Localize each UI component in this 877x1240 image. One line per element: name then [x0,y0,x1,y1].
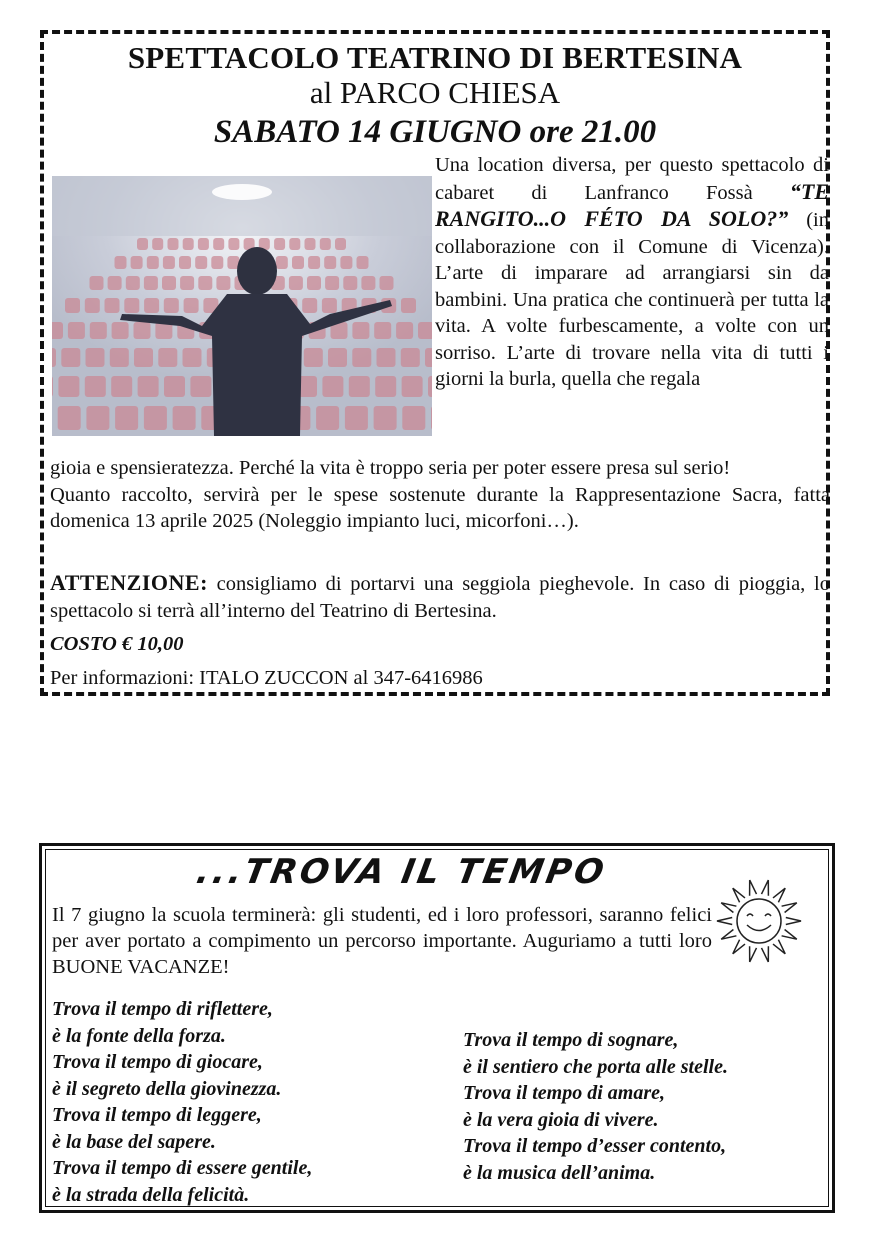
theater-seat [425,348,432,367]
poem-line: è la base del sapere. [52,1130,216,1153]
theater-seat [305,238,316,250]
poem-line: Trova il tempo di sognare, [463,1029,679,1051]
theater-seat [85,376,106,397]
sun-ray [733,940,745,954]
theater-seat [180,276,194,290]
theater-seat [289,276,303,290]
theater-seat [308,256,320,269]
theater-seat [85,298,100,313]
theater-seat [276,256,288,269]
intro-text-continued: (in collaborazione con il Comune di Vicenza). L’arte di imparare ad arrangiarsi sin da bambini. Una pratica che continuerà per tutta la vita. A volte furbescamente, a volte con un sorriso. L’arte di trovare nella vita di tutti i giorni la burla, quella che regala [435,209,829,390]
trova-title: ...TROVA IL TEMPO [193,852,610,892]
sun-ray [773,888,785,902]
event-cost: COSTO € 10,00 [50,633,184,655]
theater-seat [335,238,346,250]
sun-ray [721,930,736,940]
theater-seat [361,276,375,290]
contact-info: Per informazioni: ITALO ZUCCON al 347-6416986 [50,667,483,689]
theater-seat [401,298,416,313]
theater-seat [105,298,120,313]
theater-seat [396,322,413,339]
event-location: al PARCO CHIESA [309,75,561,110]
theater-seat [418,322,432,339]
theater-seat [52,376,53,397]
theater-seat [328,348,347,367]
smiling-sun-icon [714,876,804,971]
theater-seat [110,348,129,367]
sun-ray [762,946,769,962]
theater-seat [431,406,432,430]
theater-seat [90,322,107,339]
theater-seat [52,322,63,339]
theater-seat [134,322,151,339]
theater-seat [61,348,80,367]
event-announcement-box [40,30,830,696]
theater-seat [158,348,177,367]
sun-ray [717,918,732,925]
theater-seat [111,376,132,397]
sun-ray [750,880,757,896]
theater-seat [374,406,397,430]
theater-seat [357,256,369,269]
intro-text: Una location diversa, per questo spettacolo di cabaret di Lanfranco Fossà [435,154,829,204]
theater-seat [164,376,185,397]
theater-seat [304,348,323,367]
sun-ray [786,918,801,925]
theater-seat [68,322,85,339]
theater-seat [374,322,391,339]
event-description [435,152,829,393]
theater-seat [163,256,175,269]
theater-seat [164,298,179,313]
theater-performer-photo [52,176,432,436]
theater-seat [198,276,212,290]
theater-seat [108,276,122,290]
sun-ray [733,888,745,902]
poem-line: Trova il tempo di leggere, [52,1104,262,1126]
theater-seat [147,256,159,269]
attention-notice [50,570,830,624]
poem-line: Trova il tempo di amare, [463,1082,666,1104]
sun-ray [721,903,736,913]
theater-seat [316,406,339,430]
theater-seat [86,348,105,367]
sun-ray [782,930,797,940]
poem-line: è la fonte della forza. [52,1024,226,1047]
theater-seat [124,298,139,313]
theater-seat [162,276,176,290]
theater-seat [324,256,336,269]
theater-seat [343,276,357,290]
attention-label: ATTENZIONE: [50,570,208,595]
theater-seat [377,348,396,367]
theater-seat [86,406,109,430]
theater-seat [216,276,230,290]
funds-note: Quanto raccolto, servirà per le spese sostenute durante la Rappresentazione Sacra, fatta domenica 13 aprile 2025 (Noleggio impianto luci, micorfoni…). [50,483,830,532]
theater-seat [58,406,81,430]
theater-seat [152,238,163,250]
theater-seat [322,376,343,397]
poem-left-column [52,996,312,1208]
theater-seat [302,298,317,313]
theater-seat [144,276,158,290]
theater-seat [126,276,140,290]
theater-seat [115,256,127,269]
poem-line: è il segreto della giovinezza. [52,1077,282,1100]
poem-line: è la vera gioia di vivere. [463,1108,659,1131]
theater-seat [289,238,300,250]
theater-seat [195,256,207,269]
theater-seat [183,238,194,250]
theater-seat [402,376,423,397]
theater-seat [228,238,239,250]
theater-seat [340,256,352,269]
theater-seat [345,406,368,430]
school-end-message: Il 7 giugno la scuola terminerà: gli studenti, ed i loro professori, saranno felici per aver portato a compimento un percorso importante. Auguriamo a tutti loro BUONE VACANZE! [52,904,712,978]
poem-line: è il sentiero che porta alle stelle. [463,1055,728,1078]
theater-seat [173,406,196,430]
theater-seat [213,238,224,250]
theater-seat [58,376,79,397]
poem-right-column [463,1027,728,1186]
theater-seat [274,238,285,250]
theater-seat [190,376,211,397]
theater-seat [144,406,167,430]
theater-seat [144,298,159,313]
sun-ray [762,880,769,896]
sun-ray [782,903,797,913]
theater-seat [402,406,425,430]
theater-seat [90,276,104,290]
theater-seat [179,256,191,269]
theater-seat [380,276,394,290]
theater-seat [183,348,202,367]
theater-seat [65,298,80,313]
theater-seat [401,348,420,367]
poem-line: è la musica dell’anima. [463,1161,656,1184]
attention-text: consigliamo di portarvi una seggiola pieghevole. In caso di pioggia, lo spettacolo si terrà all’interno del Teatrino di Bertesina. [50,573,830,622]
theater-seat [138,376,159,397]
sun-ray [750,946,757,962]
theater-seat [52,348,56,367]
theater-seat [198,238,209,250]
theater-seat [131,256,143,269]
body-continued: gioia e spensieratezza. Perché la vita è troppo seria per poter essere presa sul serio! [50,457,731,479]
theater-seat [375,376,396,397]
show-title: “TE RANGITO...O FÉTO DA SOLO?” [435,178,829,231]
theater-seat [115,406,138,430]
theater-seat [307,276,321,290]
poem-line: è la strada della felicità. [52,1183,250,1206]
sun-ray [773,940,785,954]
theater-seat [428,376,432,397]
event-date: SABATO 14 GIUGNO ore 21.00 [213,114,657,150]
theater-seat [184,298,199,313]
theater-seat [112,322,129,339]
theater-seat [322,298,337,313]
theater-seat [352,348,371,367]
poem-line: Trova il tempo di riflettere, [52,998,273,1020]
theater-seat [211,256,223,269]
poem-line: Trova il tempo di essere gentile, [52,1157,313,1179]
theater-seat [325,276,339,290]
theater-seat [292,256,304,269]
poem-line: Trova il tempo di giocare, [52,1051,263,1073]
theater-seat [349,376,370,397]
theater-seat [320,238,331,250]
theater-seat [168,238,179,250]
event-title: SPETTACOLO TEATRINO DI BERTESINA [127,40,743,75]
theater-seat [352,322,369,339]
poem-line: Trova il tempo d’esser contento, [463,1135,727,1157]
theater-seat [134,348,153,367]
trova-il-tempo-box [39,843,835,1213]
theater-seat [137,238,148,250]
event-description-continued [50,455,830,535]
